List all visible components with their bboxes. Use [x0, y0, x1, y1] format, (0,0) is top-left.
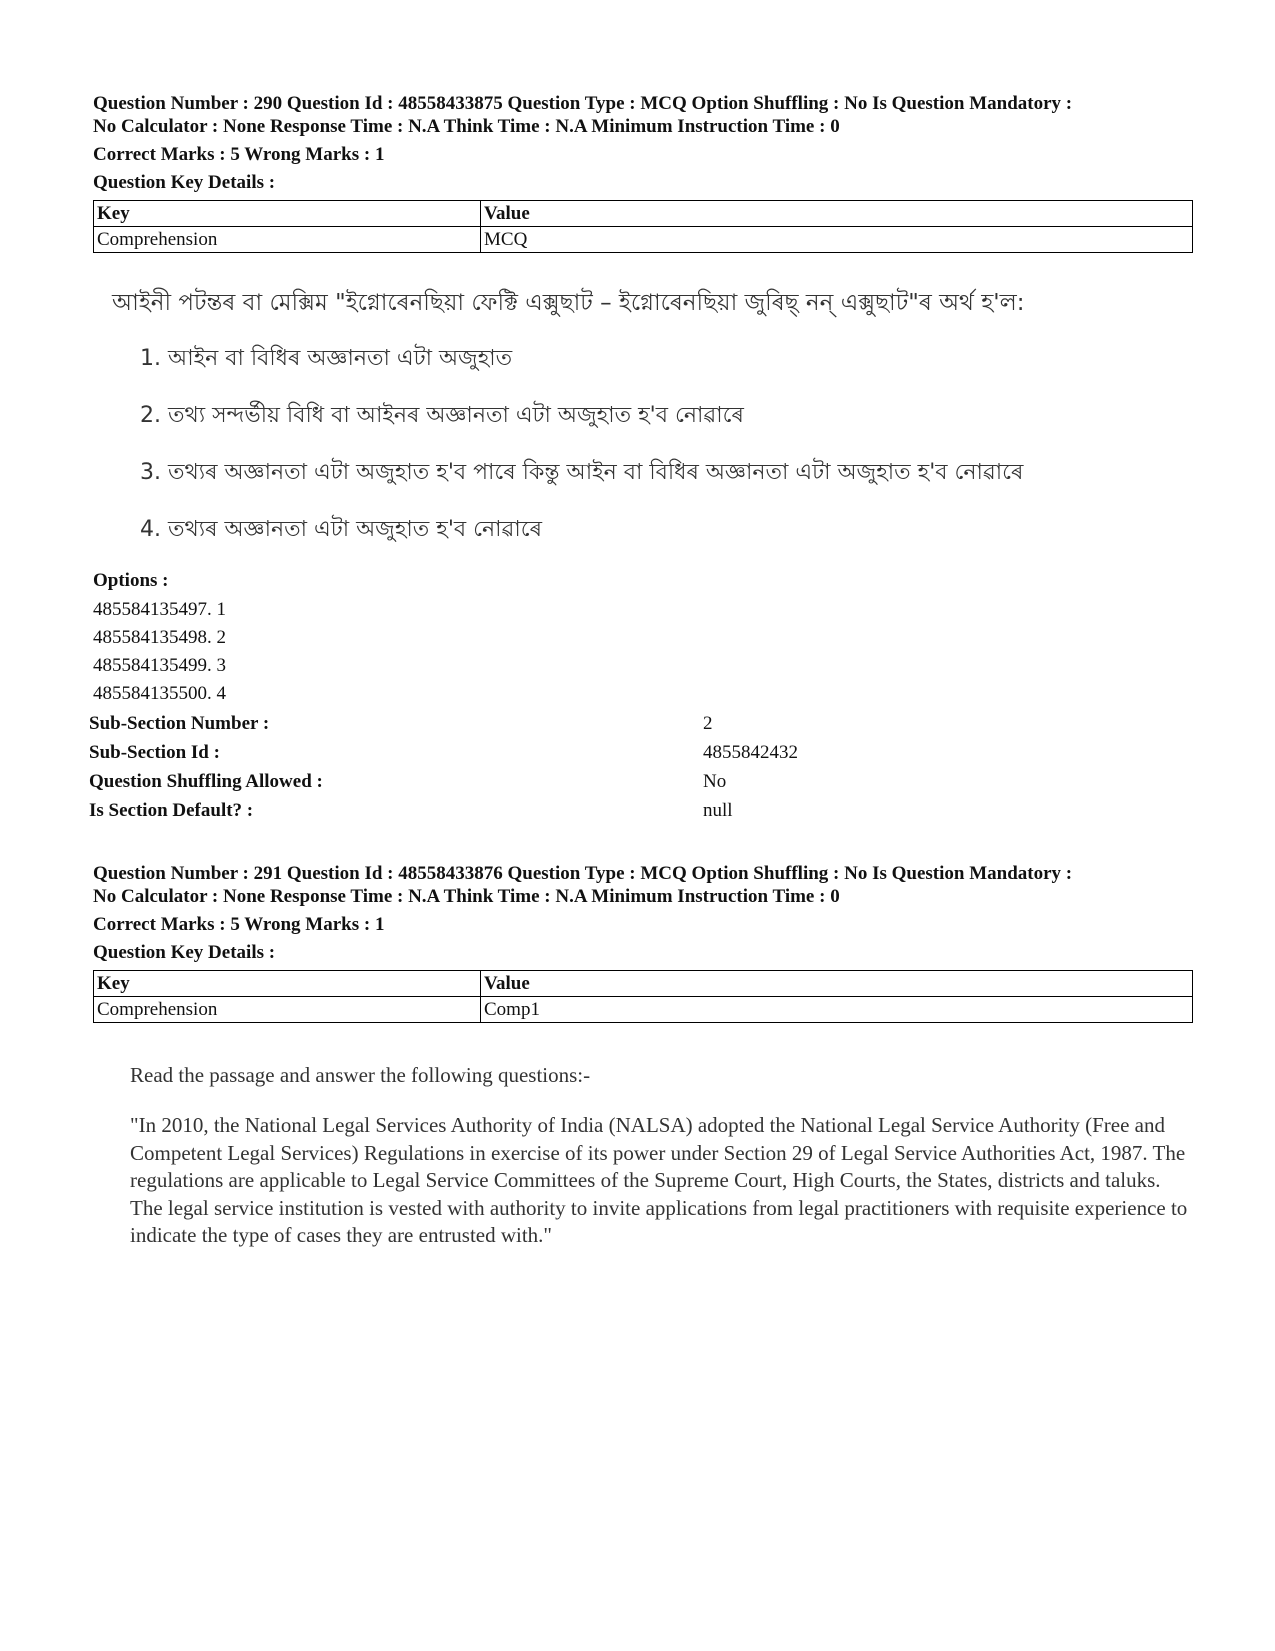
- question-290-choice-4: 4. তথ্যৰ অজ্ঞানতা এটা অজুহাত হ'ব নোৱাৰে: [140, 517, 543, 542]
- option-4: 485584135500. 4: [93, 683, 226, 704]
- question-290-text: আইনী পটন্তৰ বা মেক্সিম "ইগ্নোৰেনছিয়া ফেক্টি এক্সুছাট – ইগ্নোৰেনছিয়া জুৰিছ্ নন্ এক্সুছাট"ৰ অৰ্থ হ'ল:: [112, 290, 1025, 316]
- table-header-value: Value: [481, 971, 1193, 997]
- table-cell-value: MCQ: [481, 227, 1193, 253]
- question-shuffling-value: No: [703, 771, 727, 792]
- question-291-key-table: [93, 970, 1193, 1023]
- option-2: 485584135498. 2: [93, 627, 226, 648]
- meta-line-2: No Calculator : None Response Time : N.A Think Time : N.A Minimum Instruction Time : 0: [93, 116, 840, 137]
- table-cell-value: Comp1: [481, 997, 1193, 1023]
- question-290-marks: Correct Marks : 5 Wrong Marks : 1: [93, 144, 385, 165]
- table-header-row: [94, 201, 1193, 227]
- question-290-meta: [93, 92, 1193, 138]
- passage-text: "In 2010, the National Legal Services Authority of India (NALSA) adopted the National Legal Service Authority (Free and Competent Legal Services) Regulations in exercise of its power under Section 29 of Legal Service Authorities Act, 1987. The regulations are applicable to Legal Service Committees of the Supreme Court, High Courts, the States, districts and taluks. The legal service institution is vested with authority to invite applications from legal practitioners with requisite experience to indicate the type of cases they are entrusted with.": [130, 1113, 1188, 1247]
- subsection-id-label: Sub-Section Id :: [89, 742, 220, 763]
- question-290-choice-1: 1. আইন বা বিধিৰ অজ্ঞানতা এটা অজুহাত: [140, 346, 513, 371]
- option-1: 485584135497. 1: [93, 599, 226, 620]
- question-290-choice-2: 2. তথ্য সন্দৰ্ভীয় বিধি বা আইনৰ অজ্ঞানতা এটা অজুহাত হ'ব নোৱাৰে: [140, 403, 744, 428]
- meta-line-1: Question Number : 291 Question Id : 48558433876 Question Type : MCQ Option Shuffling : No Is Question Mandatory :: [93, 863, 1073, 884]
- meta-line-2: No Calculator : None Response Time : N.A Think Time : N.A Minimum Instruction Time : 0: [93, 886, 840, 907]
- table-header-value: Value: [481, 201, 1193, 227]
- meta-line-1: Question Number : 290 Question Id : 48558433875 Question Type : MCQ Option Shuffling : No Is Question Mandatory :: [93, 93, 1073, 114]
- table-row: [94, 227, 1193, 253]
- table-header-key: Key: [94, 201, 481, 227]
- question-291-marks: Correct Marks : 5 Wrong Marks : 1: [93, 914, 385, 935]
- passage-intro: Read the passage and answer the following questions:-: [130, 1063, 591, 1087]
- table-row: [94, 997, 1193, 1023]
- table-header-key: Key: [94, 971, 481, 997]
- question-290-key-details-label: Question Key Details :: [93, 172, 276, 193]
- question-shuffling-label: Question Shuffling Allowed :: [89, 771, 323, 792]
- subsection-number-label: Sub-Section Number :: [89, 713, 270, 734]
- table-header-row: [94, 971, 1193, 997]
- section-default-value: null: [703, 800, 733, 821]
- subsection-number-value: 2: [703, 713, 713, 734]
- section-default-label: Is Section Default? :: [89, 800, 254, 821]
- question-291-meta: [93, 862, 1193, 908]
- option-3: 485584135499. 3: [93, 655, 226, 676]
- subsection-id-value: 4855842432: [703, 742, 798, 763]
- question-290-choice-3: 3. তথ্যৰ অজ্ঞানতা এটা অজুহাত হ'ব পাৰে কিন্তু আইন বা বিধিৰ অজ্ঞানতা এটা অজুহাত হ'ব নোৱাৰে: [140, 460, 1024, 485]
- question-290-key-table: [93, 200, 1193, 253]
- question-291-key-details-label: Question Key Details :: [93, 942, 276, 963]
- options-label: Options :: [93, 570, 169, 591]
- table-cell-key: Comprehension: [94, 997, 481, 1023]
- table-cell-key: Comprehension: [94, 227, 481, 253]
